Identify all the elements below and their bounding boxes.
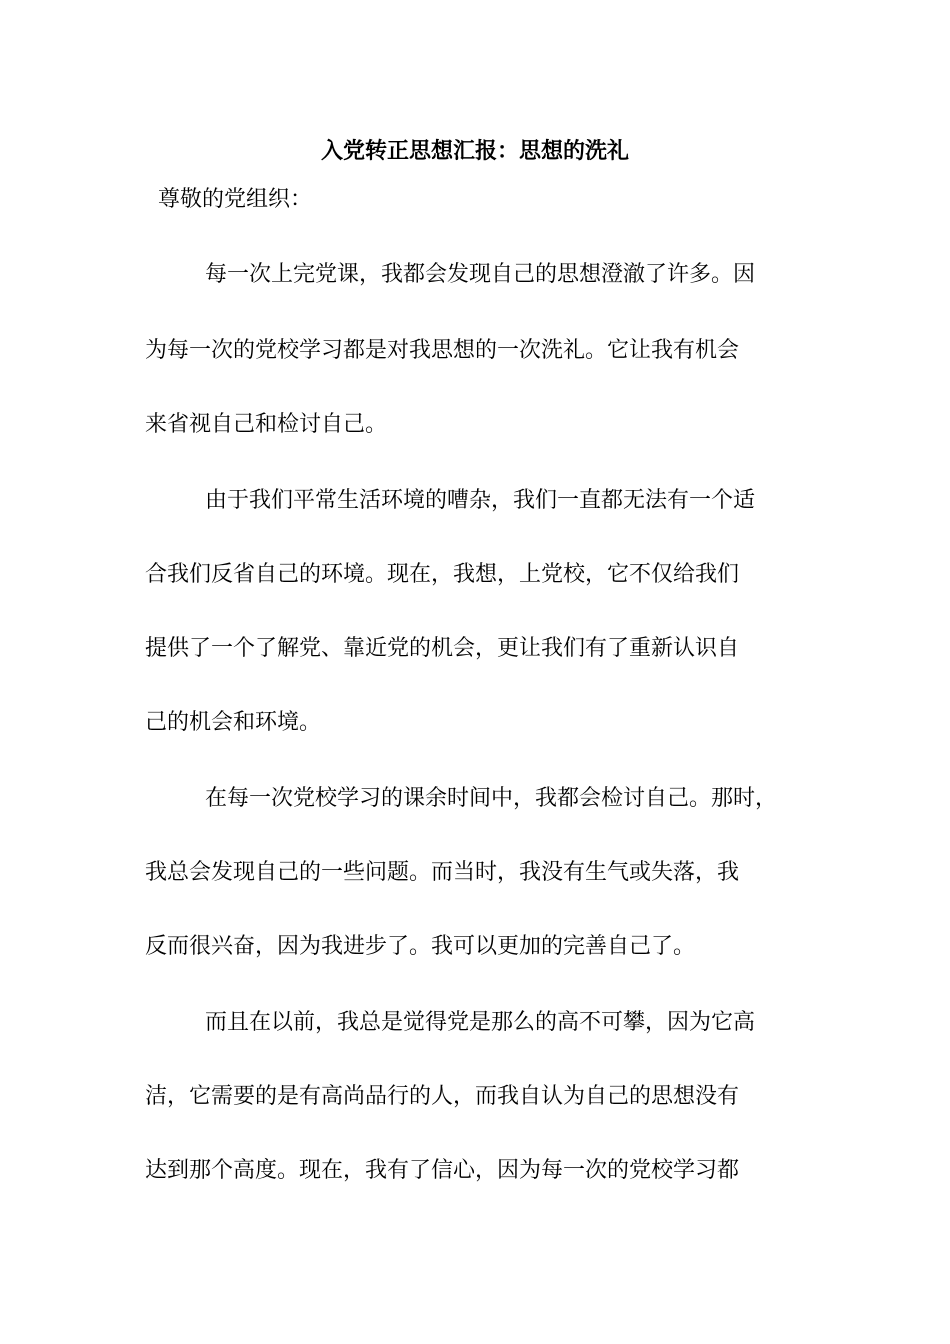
body-line: 反而很兴奋，因为我进步了。我可以更加的完善自己了。	[145, 934, 696, 959]
body-line: 提供了一个了解党、靠近党的机会，更让我们有了重新认识自	[145, 636, 740, 661]
body-line: 而且在以前，我总是觉得党是那么的高不可攀，因为它高	[205, 1010, 756, 1035]
body-line: 在每一次党校学习的课余时间中，我都会检讨自己。那时，	[205, 786, 778, 811]
body-line: 己的机会和环境。	[145, 710, 322, 735]
body-line: 由于我们平常生活环境的嘈杂，我们一直都无法有一个适	[205, 488, 756, 513]
body-line: 我总会发现自己的一些问题。而当时，我没有生气或失落，我	[145, 860, 740, 885]
document-title: 入党转正思想汇报：思想的洗礼	[320, 138, 629, 164]
salutation: 尊敬的党组织：	[158, 187, 313, 212]
body-line: 合我们反省自己的环境。现在，我想，上党校，它不仅给我们	[145, 562, 740, 587]
body-line: 来省视自己和检讨自己。	[145, 412, 388, 437]
body-line: 每一次上完党课，我都会发现自己的思想澄澈了许多。因	[205, 262, 756, 287]
body-line: 达到那个高度。现在，我有了信心，因为每一次的党校学习都	[145, 1158, 740, 1183]
body-line: 为每一次的党校学习都是对我思想的一次洗礼。它让我有机会	[145, 338, 740, 363]
body-line: 洁，它需要的是有高尚品行的人，而我自认为自己的思想没有	[145, 1084, 740, 1109]
